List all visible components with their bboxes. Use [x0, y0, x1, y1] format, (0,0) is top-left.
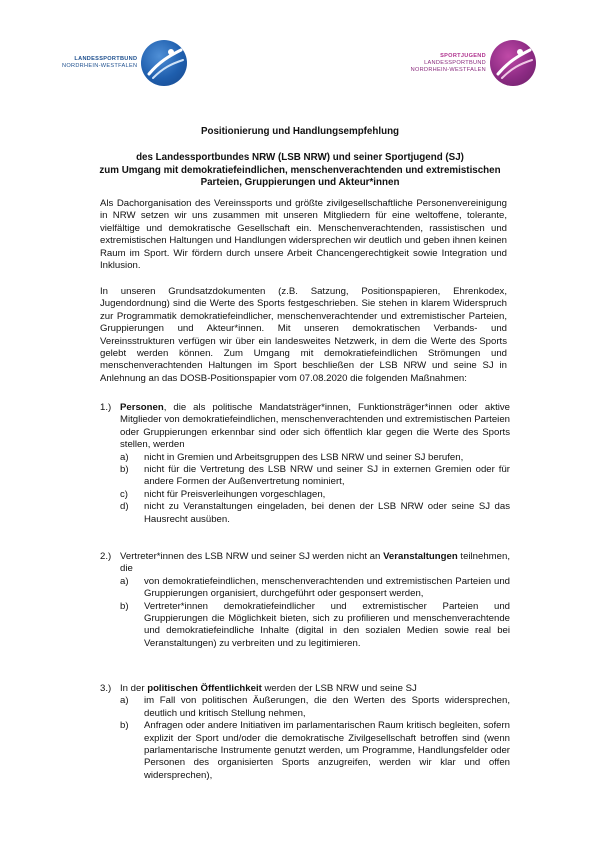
sublist-letter: b) — [120, 600, 129, 612]
sublist-letter: c) — [120, 488, 128, 500]
measure-item-2 — [100, 551, 510, 650]
sublist-item — [120, 720, 510, 782]
lsb-nrw-logo-icon — [141, 40, 187, 86]
sublist-item — [120, 576, 510, 601]
measure-text — [120, 551, 510, 576]
sublist-text: nicht für Preisverleihungen vorgeschlagen, — [144, 488, 326, 500]
measure-sublist — [120, 576, 510, 650]
lsb-nrw-logo — [62, 40, 187, 86]
sublist-letter: a) — [120, 451, 129, 463]
document-title: Positionierung und Handlungsempfehlung — [200, 126, 400, 137]
sublist-text: Vertreter*innen demokratiefeindlicher und extremistischer Parteien und Gruppierungen die Möglichkeit bieten, sich zu profilieren und menschenverachtende und demokratiefeindliche Inhalte (digital in den sozialen Medien sowie real bei Veranstaltungen) zu verbreiten und zu legitimieren. — [144, 600, 510, 649]
measure-number: 2.) — [100, 551, 112, 562]
measure-text-pre: Vertreter*innen des LSB NRW und seiner SJ werden nicht an — [120, 551, 384, 562]
subtitle-line-1: des Landessportbundes NRW (LSB NRW) und seiner Sportjugend (SJ) — [136, 152, 464, 163]
measure-text-rest: teilnehmen, die — [120, 551, 511, 575]
measure-item-3 — [100, 683, 510, 782]
measure-sublist — [120, 695, 510, 782]
sublist-text: nicht zu Veranstaltungen eingeladen, bei denen der LSB NRW oder seine SJ das Hausrecht ausüben. — [144, 501, 510, 525]
measure-text — [120, 402, 510, 452]
sublist-item — [120, 601, 510, 651]
sublist-letter: a) — [120, 575, 129, 587]
sportjugend-logo — [411, 40, 536, 86]
measure-keyword: politischen Öffentlichkeit — [147, 683, 262, 694]
measure-text-pre: In der — [120, 683, 148, 694]
sublist-item — [120, 501, 510, 526]
sportjugend-logo-text — [411, 53, 486, 74]
sublist-letter: b) — [120, 464, 129, 476]
measure-text-rest: , die als politische Mandatsträger*innen, Funktionsträger*innen oder aktive Mitglieder von demokratiefeindlichen, menschenverachtenden und extremistischen Parteien oder Gruppierungen erkennbar sind oder sich öffentlich klar gegen die Werte des Sports stellen, werden — [120, 402, 510, 451]
subtitle-line-2: zum Umgang mit demokratiefeindlichen, menschenverachtenden und extremistischen — [99, 164, 501, 176]
sublist-text: Anfragen oder andere Initiativen im parlamentarischen Raum kritisch begleiten, sofern explizit der Sport und/oder die demokratische Zivilgesellschaft betroffen sind (wenn parlamentarische Instrumente genutzt werden, um Programme, Handlungsfelder oder Personen des organisierten Sports anzugreifen, werden wir klar und offen widersprechen), — [144, 720, 510, 781]
sublist-letter: b) — [120, 720, 129, 732]
subtitle-line-3: Parteien, Gruppierungen und Akteur*innen — [200, 177, 400, 188]
measure-keyword: Veranstaltungen — [383, 551, 458, 562]
document-subtitle — [0, 152, 600, 190]
sj-logo-line3: NORDRHEIN-WESTFALEN — [410, 66, 486, 73]
measure-item-1 — [100, 402, 510, 526]
sublist-letter: d) — [120, 501, 129, 513]
principles-paragraph: In unseren Grundsatzdokumenten (z.B. Satzung, Positionspapieren, Ehrenkodex, Jugendordnung) sind die Werte des Sports festgeschrieben. Sie stehen in klarem Widerspruch zur Programmatik demokratiefeindlicher, menschenverachtender und extremistischer Parteien, Gruppierungen und Akteur*innen. Mit unseren demokratischen Verbands- und Vereinsstrukturen verfügen wir über ein landesweites Netzwerk, in dem die Werte des Sports gelebt werden können. Zum Umgang mit demokratiefeindlichen Strömungen und menschenverachtenden Haltungen im Sport beschließen der LSB NRW und seine SJ in Anlehnung an das DOSB-Positionspapier vom 07.08.2020 die folgenden Maßnahmen: — [100, 286, 507, 384]
lsb-logo-line2: NORDRHEIN-WESTFALEN — [62, 63, 138, 69]
measure-text — [120, 683, 510, 695]
sublist-text: nicht für die Vertretung des LSB NRW und seiner SJ in externen Gremien oder für andere Formen der Außenvertretung nominiert, — [144, 464, 510, 488]
sublist-letter: a) — [120, 695, 129, 707]
sublist-item — [120, 452, 510, 464]
sublist-item — [120, 489, 510, 501]
measure-number: 1.) — [100, 402, 112, 413]
sj-logo-line2: LANDESSPORTBUND — [424, 59, 486, 66]
sublist-item — [120, 464, 510, 489]
sj-logo-line1: SPORTJUGEND — [440, 52, 486, 59]
measure-number: 3.) — [100, 683, 112, 694]
measure-text-rest: werden der LSB NRW und seine SJ — [261, 683, 417, 694]
sublist-text: im Fall von politischen Äußerungen, die den Werten des Sports widersprechen, deutlich und kritisch Stellung nehmen, — [144, 695, 510, 719]
intro-paragraph: Als Dachorganisation des Vereinssports und größte zivilgesellschaftliche Personenvereinigung in NRW setzen wir uns zusammen mit unseren Mitgliedern für eine weltoffene, tolerante, vielfältige und demokratische Gesellschaft ein. Menschenverachtenden, rassistischen und extremistischen Haltungen und Handlungen widersprechen wir deutlich und geben ihnen keinen Raum im Sport. Wir fördern durch unsere Arbeit Chancengerechtigkeit sowie Integration und Inklusion. — [100, 198, 507, 272]
lsb-nrw-logo-text — [62, 56, 137, 70]
sublist-item — [120, 695, 510, 720]
sportjugend-logo-icon — [490, 40, 536, 86]
sublist-text: nicht in Gremien und Arbeitsgruppen des LSB NRW und seiner SJ berufen, — [144, 451, 464, 463]
lsb-logo-line1: LANDESSPORTBUND — [74, 56, 138, 62]
sublist-text: von demokratiefeindlichen, menschenverachtenden und extremistischen Parteien und Gruppierungen organisiert, durchgeführt oder gesponsert werden, — [144, 575, 510, 600]
measure-sublist — [120, 452, 510, 526]
measure-keyword: Personen — [120, 402, 164, 413]
